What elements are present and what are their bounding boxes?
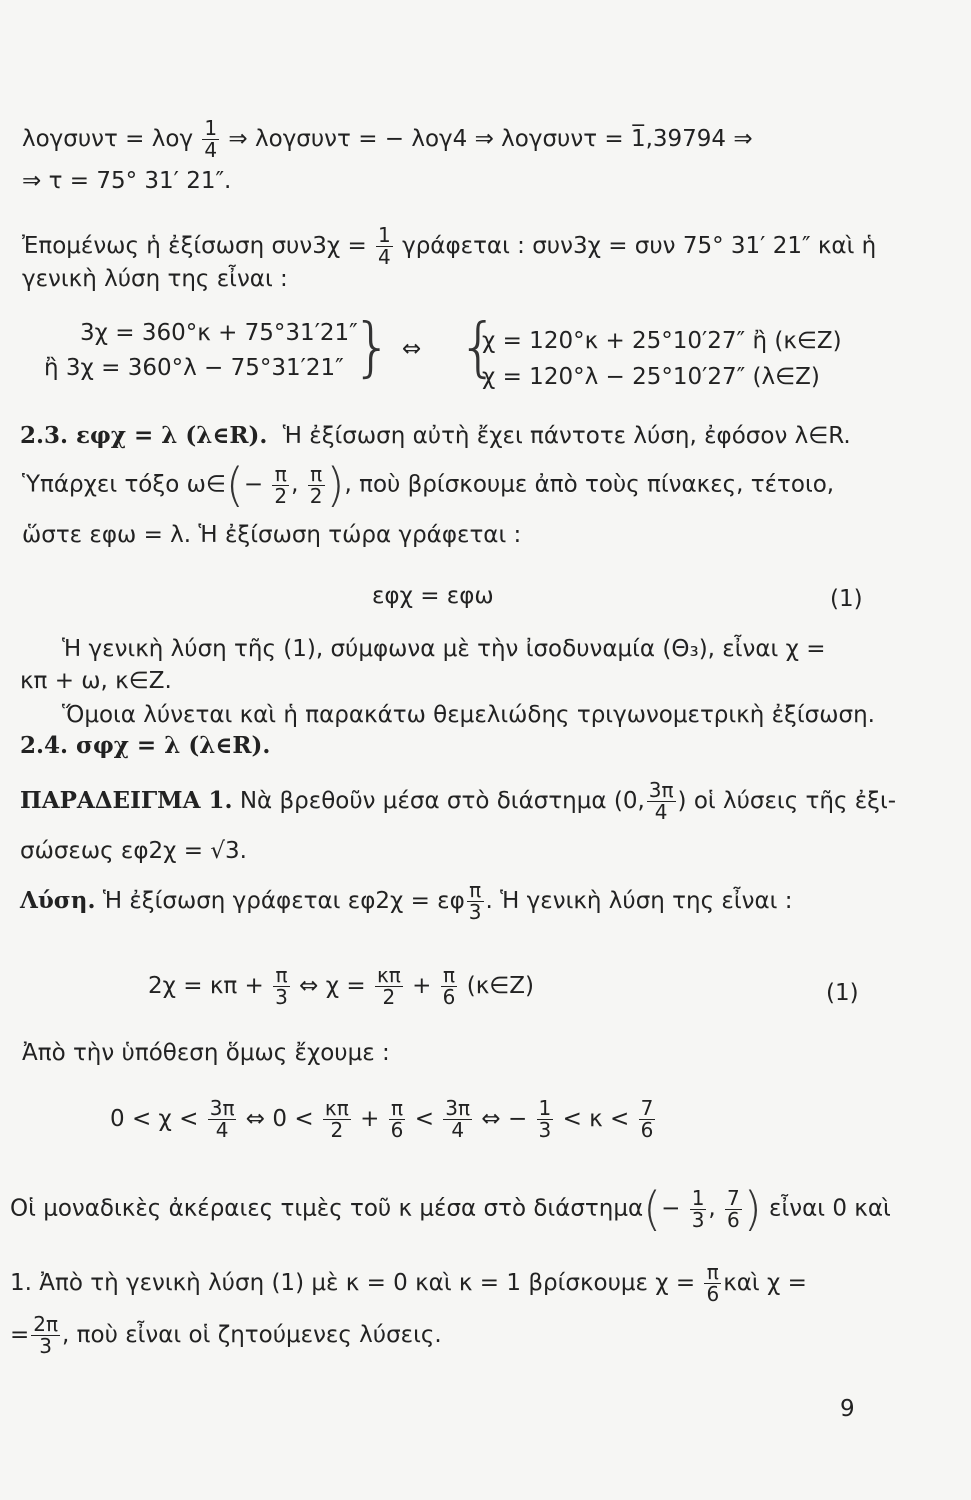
text: + bbox=[412, 973, 432, 999]
line-9: Ἡ γενικὴ λύση τῆς (1), σύμφωνα μὲ τὴν ἰσοδυναμία (Θ₃), εἶναι χ = bbox=[62, 636, 826, 662]
line-10: κπ + ω, κ∈Z. bbox=[20, 668, 172, 694]
denominator: 3 bbox=[468, 900, 482, 924]
line-19: Οἱ μοναδικὲς ἀκέραιες τιμὲς τοῦ κ μέσα στὸ διάστημα(− $\frac{1}{3}$ , $\frac{7}{6}$ ) εἶναι 0 καὶ bbox=[10, 1182, 891, 1236]
fraction bbox=[376, 225, 393, 268]
equation-1: εφχ = εφω bbox=[372, 583, 494, 609]
minus: − bbox=[243, 471, 264, 498]
denominator: 4 bbox=[215, 1118, 229, 1142]
numerator: κπ bbox=[376, 963, 401, 987]
system-equivalence-arrow: ⇔ bbox=[402, 336, 422, 362]
text: Ἐπομένως ἡ ἐξίσωση συν3χ = bbox=[22, 233, 367, 259]
equation-3 bbox=[110, 1098, 657, 1141]
line-1 bbox=[22, 118, 753, 161]
numerator: 3π bbox=[445, 1096, 471, 1120]
text: Ἡ ἐξίσωση αὐτὴ ἔχει πάντοτε λύση, ἐφόσον λ∈R. bbox=[282, 423, 851, 449]
denominator: 6 bbox=[442, 985, 456, 1009]
right-paren: ) bbox=[326, 458, 345, 512]
line-6: Ὑπάρχει τόξο ω∈(− $\frac{\pi}{2}$ , $\frac{\pi}{2}$ ), ποὺ βρίσκουμε ἀπὸ τοὺς πίνακες, τέτοιο, bbox=[22, 458, 835, 512]
right-brace: } bbox=[352, 311, 393, 385]
system-left-row-2: ἢ 3χ = 360°λ − 75°31′21″ bbox=[44, 355, 344, 381]
numerator: π bbox=[467, 880, 484, 902]
numerator: 1 bbox=[538, 1096, 552, 1120]
text: εἶναι 0 καὶ bbox=[769, 1195, 891, 1222]
left-paren: ( bbox=[225, 458, 244, 512]
line-20 bbox=[10, 1262, 807, 1305]
fraction bbox=[639, 1098, 656, 1141]
numerator: π bbox=[389, 1098, 406, 1120]
section-heading: 2.3. εφχ = λ (λ∈R). bbox=[20, 422, 268, 449]
text: 1. Ἀπὸ τὴ γενικὴ λύση (1) μὲ κ = 0 καὶ κ = 1 βρίσκουμε χ = bbox=[10, 1270, 696, 1296]
line-4: γενικὴ λύση της εἶναι : bbox=[22, 266, 288, 292]
line-2: ⇒ τ = 75° 31′ 21″. bbox=[22, 168, 232, 194]
numerator: 3π bbox=[648, 778, 674, 802]
fraction bbox=[389, 1098, 406, 1141]
text: Ἡ ἐξίσωση γράφεται εφ2χ = εφ bbox=[102, 888, 465, 914]
numerator: 2π bbox=[33, 1312, 59, 1336]
fraction bbox=[537, 1098, 554, 1141]
fraction bbox=[375, 965, 403, 1008]
numerator: κπ bbox=[324, 1096, 349, 1120]
text: ⇒ λογσυντ = − λογ4 ⇒ λογσυντ = 1̅,39794 ⇒ bbox=[228, 126, 753, 152]
text: Οἱ μοναδικὲς ἀκέραιες τιμὲς τοῦ κ μέσα στὸ διάστημα bbox=[10, 1195, 644, 1222]
text: , ποὺ βρίσκουμε ἀπὸ τοὺς πίνακες, τέτοιο, bbox=[344, 471, 835, 498]
equation-1-number: (1) bbox=[830, 586, 863, 612]
denominator: 2 bbox=[309, 483, 323, 508]
text: καὶ χ = bbox=[723, 1270, 807, 1296]
denominator: 2 bbox=[382, 985, 396, 1009]
line-17: Ἀπὸ τὴν ὑπόθεση ὅμως ἔχουμε : bbox=[22, 1040, 390, 1066]
text: + bbox=[360, 1106, 380, 1132]
text: , ποὺ εἶναι οἱ ζητούμενες λύσεις. bbox=[62, 1322, 442, 1348]
section-2-4: 2.4. σφχ = λ (λ∈R). bbox=[20, 732, 271, 759]
fraction bbox=[704, 1262, 721, 1305]
fraction bbox=[441, 965, 458, 1008]
text: Νὰ βρεθοῦν μέσα στὸ διάστημα (0, bbox=[239, 788, 645, 814]
text: . Ἡ γενικὴ λύση της εἶναι : bbox=[485, 888, 793, 914]
line-21 bbox=[10, 1314, 442, 1357]
text: ) οἱ λύσεις τῆς ἐξι- bbox=[677, 788, 897, 814]
fraction bbox=[647, 780, 676, 823]
denominator: 4 bbox=[204, 138, 218, 162]
text: ⇔ 0 < bbox=[245, 1106, 314, 1132]
numerator: 1 bbox=[691, 1185, 705, 1210]
text: 0 < χ < bbox=[110, 1106, 199, 1132]
numerator: π bbox=[441, 965, 458, 987]
denominator: 6 bbox=[640, 1118, 654, 1142]
denominator: 6 bbox=[727, 1207, 740, 1232]
numerator: 1 bbox=[204, 116, 218, 140]
example-heading: ΠΑΡΑΔΕΙΓΜΑ 1. bbox=[20, 787, 233, 814]
page-number: 9 bbox=[840, 1396, 855, 1422]
denominator: 4 bbox=[451, 1118, 465, 1142]
numerator: π bbox=[273, 965, 290, 987]
numerator: 7 bbox=[727, 1185, 740, 1210]
fraction bbox=[467, 880, 484, 923]
numerator: 3π bbox=[209, 1096, 235, 1120]
fraction bbox=[202, 118, 219, 161]
text: 2χ = κπ + bbox=[148, 973, 264, 999]
denominator: 4 bbox=[378, 245, 391, 269]
example-1 bbox=[20, 780, 896, 823]
fraction bbox=[323, 1098, 351, 1141]
line-7: ὥστε εφω = λ. Ἡ ἐξίσωση τώρα γράφεται : bbox=[22, 522, 522, 548]
fraction bbox=[31, 1314, 60, 1357]
fraction bbox=[272, 461, 289, 508]
line-11: Ὅμοια λύνεται καὶ ἡ παρακάτω θεμελιώδης τριγωνομετρικὴ ἐξίσωση. bbox=[62, 702, 875, 728]
right-paren: ) bbox=[743, 1182, 762, 1236]
numerator: 7 bbox=[640, 1096, 654, 1120]
text: < bbox=[414, 1106, 434, 1132]
system-right-row-1: χ = 120°κ + 25°10′27″ ἢ (κ∈Z) bbox=[482, 328, 842, 354]
denominator: 3 bbox=[39, 1334, 53, 1358]
solution-line bbox=[20, 880, 792, 923]
denominator: 3 bbox=[538, 1118, 552, 1142]
fraction bbox=[725, 1185, 742, 1232]
text: γράφεται : συν3χ = συν 75° 31′ 21″ καὶ ἡ bbox=[402, 233, 877, 259]
equation-2 bbox=[148, 965, 534, 1008]
system-left-row-1: 3χ = 360°κ + 75°31′21″ bbox=[80, 320, 358, 346]
denominator: 4 bbox=[654, 800, 668, 824]
line-14: σώσεως εφ2χ = √3. bbox=[20, 838, 247, 864]
system-right-row-2: χ = 120°λ − 25°10′27″ (λ∈Z) bbox=[482, 364, 820, 390]
text: (κ∈Z) bbox=[466, 973, 535, 999]
equation-2-number: (1) bbox=[826, 980, 859, 1006]
text: = bbox=[10, 1322, 30, 1348]
text: ⇔ − bbox=[481, 1106, 528, 1132]
denominator: 3 bbox=[691, 1207, 705, 1232]
denominator: 6 bbox=[390, 1118, 404, 1142]
left-brace: { bbox=[458, 311, 499, 385]
numerator: 1 bbox=[378, 223, 391, 247]
minus: − bbox=[661, 1195, 681, 1222]
denominator: 6 bbox=[706, 1282, 720, 1306]
fraction bbox=[690, 1185, 707, 1232]
fraction bbox=[273, 965, 290, 1008]
denominator: 3 bbox=[275, 985, 288, 1009]
solution-heading: Λύση. bbox=[20, 887, 96, 914]
fraction bbox=[443, 1098, 472, 1141]
left-paren: ( bbox=[643, 1182, 662, 1236]
denominator: 2 bbox=[330, 1118, 344, 1142]
fraction bbox=[208, 1098, 237, 1141]
numerator: π bbox=[704, 1262, 721, 1284]
numerator: π bbox=[272, 464, 289, 486]
text: < κ < bbox=[562, 1106, 630, 1132]
numerator: π bbox=[308, 464, 325, 486]
line-3 bbox=[22, 225, 876, 268]
text: λογσυντ = λογ bbox=[22, 126, 194, 152]
text: Ὑπάρχει τόξο ω∈ bbox=[22, 471, 226, 498]
fraction bbox=[308, 461, 325, 508]
text: ⇔ χ = bbox=[299, 973, 366, 999]
denominator: 2 bbox=[274, 483, 288, 508]
section-2-3 bbox=[20, 424, 851, 448]
